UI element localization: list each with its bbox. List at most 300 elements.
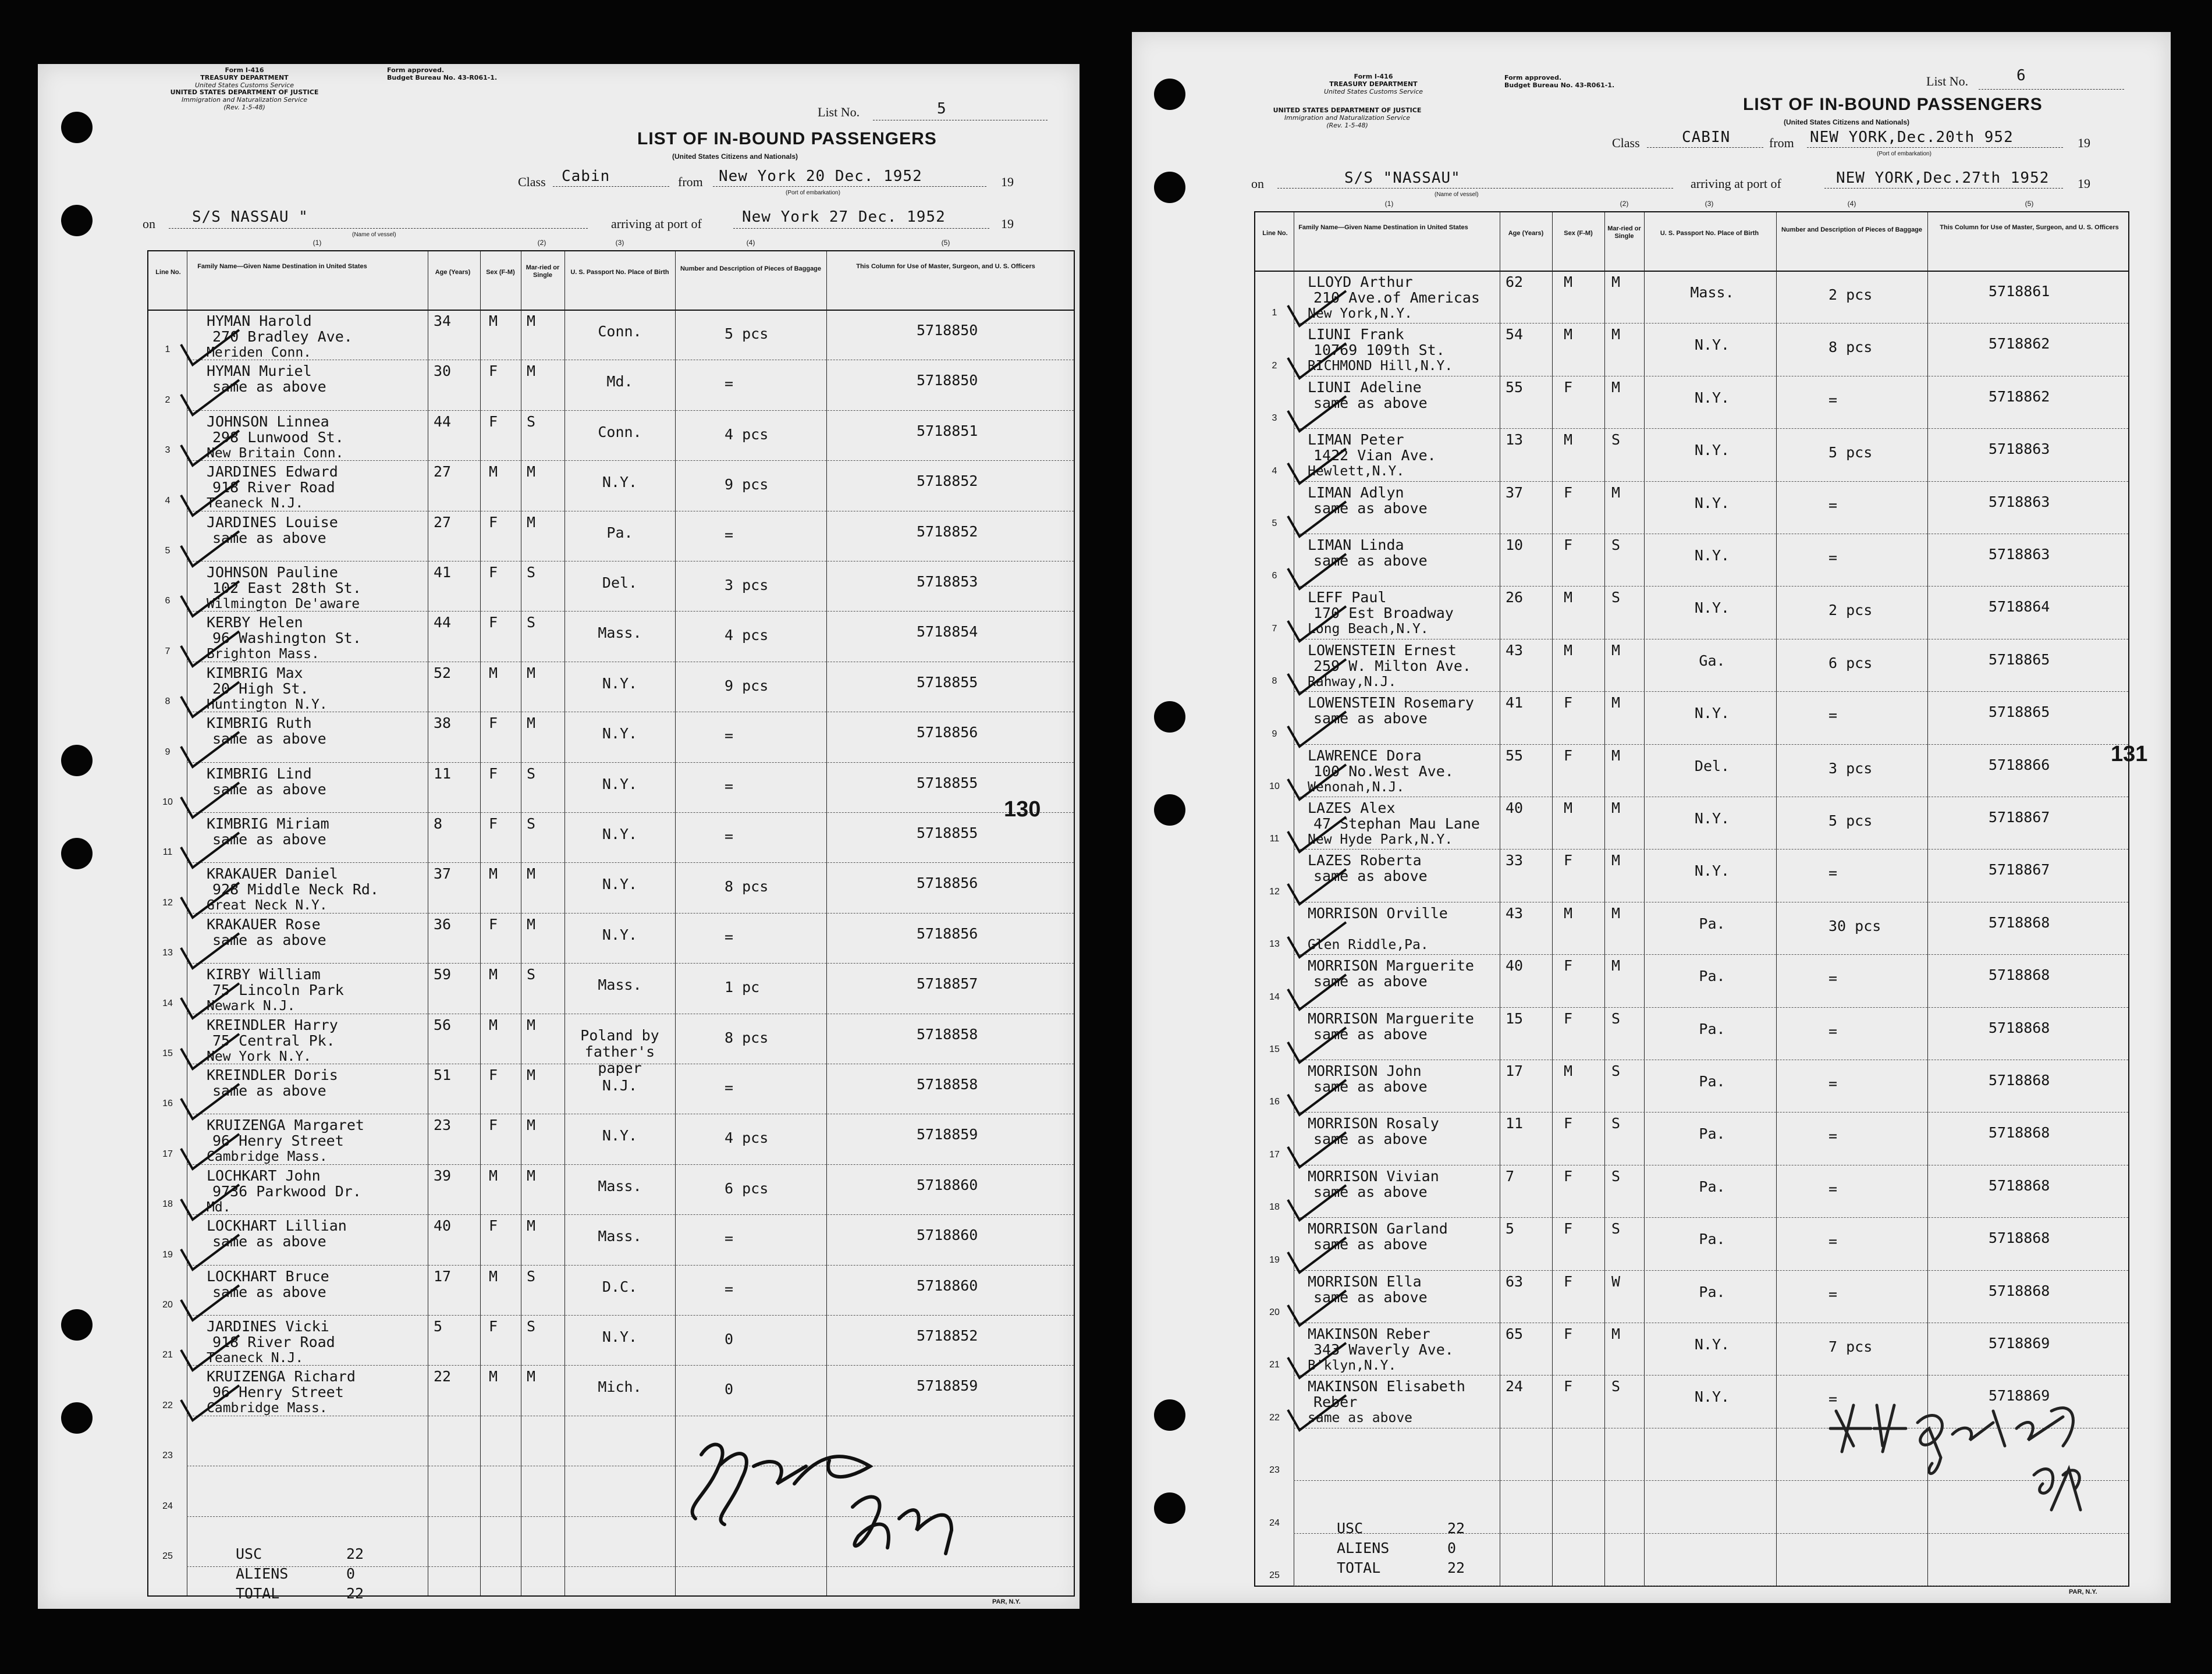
passenger-age: 43: [1506, 641, 1524, 659]
passenger-sex: M: [489, 966, 498, 983]
baggage-count: =: [725, 1230, 734, 1247]
passenger-age: 55: [1506, 378, 1524, 396]
passenger-address: same as above: [1313, 868, 1428, 885]
officer-file-number: 5718868: [1989, 1124, 2050, 1142]
passenger-name: LOWENSTEIN Rosemary: [1308, 694, 1474, 712]
check-mark-icon: [1282, 1288, 1352, 1334]
passenger-address-city: same as above: [1308, 1410, 1413, 1426]
officer-file-number: 5718855: [917, 673, 978, 691]
column-header-married: Mar-ried or Single: [1607, 225, 1641, 240]
passenger-marital-status: S: [527, 413, 536, 430]
passenger-age: 56: [434, 1016, 452, 1033]
passenger-sex: M: [489, 865, 498, 883]
officer-file-number: 5718868: [1989, 966, 2050, 984]
passenger-marital-status: M: [527, 362, 536, 380]
printer-mark: PAR, N.Y.: [992, 1598, 1021, 1605]
check-mark-icon: [1282, 603, 1352, 650]
officer-file-number: 5718858: [917, 1025, 978, 1043]
passenger-birthplace: N.Y.: [1694, 494, 1730, 511]
column-header-age: Age (Years): [435, 269, 471, 276]
check-mark-icon: [175, 327, 245, 374]
port-embarkation-caption: (Port of embarkation): [1877, 151, 1931, 157]
form-number: Form I-416: [225, 66, 264, 74]
passenger-marital-status: S: [1611, 1220, 1621, 1238]
row-rule: [1294, 323, 2128, 324]
passenger-marital-status: S: [1611, 1115, 1621, 1132]
check-mark-icon: [175, 1382, 245, 1429]
passenger-marital-status: S: [527, 1267, 536, 1285]
passenger-sex: M: [1564, 273, 1573, 290]
baggage-count: =: [725, 727, 734, 745]
baggage-count: =: [1828, 970, 1838, 987]
officer-file-number: 5718851: [917, 422, 978, 439]
officer-file-number: 5718860: [917, 1227, 978, 1244]
passenger-address: same as above: [212, 931, 326, 948]
passenger-marital-status: M: [1611, 273, 1621, 290]
passenger-birthplace: N.J.: [602, 1077, 638, 1094]
officer-file-number: 5718868: [1989, 1072, 2050, 1089]
line-number: 18: [162, 1199, 173, 1210]
passenger-address: same as above: [212, 780, 326, 798]
column-header-name: Family Name—Given Name Destination in United States: [1298, 224, 1468, 231]
passenger-age: 59: [434, 966, 452, 983]
passenger-birthplace: Conn.: [598, 323, 642, 340]
passenger-marital-status: M: [527, 1117, 536, 1134]
passenger-sex: M: [1564, 326, 1573, 343]
passenger-sex: F: [1564, 1273, 1573, 1290]
total-label: USC: [1337, 1520, 1364, 1537]
passenger-address: 9736 Parkwood Dr.: [212, 1182, 361, 1200]
total-label: USC: [236, 1545, 262, 1562]
row-rule: [187, 1365, 1074, 1366]
passenger-address: same as above: [212, 1283, 326, 1300]
line-number: 4: [165, 495, 171, 506]
check-mark-icon: [1282, 551, 1352, 598]
passenger-name: HYMAN Harold: [207, 312, 312, 329]
check-mark-icon: [1282, 656, 1352, 703]
line-number: 21: [162, 1350, 173, 1360]
officer-file-number: 5718850: [917, 322, 978, 339]
line-number: 17: [1269, 1149, 1280, 1160]
passenger-marital-status: M: [527, 1067, 536, 1083]
column-rule: [826, 251, 827, 1595]
row-rule: [1294, 1375, 2128, 1376]
passenger-birthplace: Pa.: [1699, 915, 1725, 932]
passenger-address: 47 Stephan Mau Lane: [1313, 815, 1480, 832]
passenger-sex: F: [1564, 1220, 1573, 1238]
passenger-birthplace: N.Y.: [602, 775, 638, 792]
baggage-count: 4 pcs: [725, 627, 769, 644]
passenger-birthplace: Poland by father's paper: [580, 1026, 659, 1076]
passenger-age: 39: [434, 1167, 452, 1184]
line-number: 14: [1269, 991, 1280, 1002]
baggage-count: 6 pcs: [1828, 654, 1873, 671]
check-mark-icon: [1282, 1182, 1352, 1229]
passenger-address-city: New Britain Conn.: [207, 445, 344, 461]
baggage-count: =: [725, 1280, 734, 1298]
line-number: 24: [162, 1501, 173, 1511]
line-number: 18: [1269, 1202, 1280, 1213]
check-mark-icon: [175, 729, 245, 776]
doj-block: [148, 88, 340, 111]
passenger-address: 75 Lincoln Park: [212, 982, 344, 999]
column-rule: [675, 251, 676, 1595]
officer-file-number: 5718859: [917, 1126, 978, 1143]
passenger-marital-status: M: [1611, 747, 1621, 764]
column-header-age: Age (Years): [1508, 230, 1544, 237]
revision: (Rev. 1-5-48): [1326, 122, 1368, 129]
column-header-passport: U. S. Passport No. Place of Birth: [1660, 230, 1759, 237]
column-number: (5): [2025, 200, 2034, 208]
passenger-age: 62: [1506, 273, 1524, 290]
column-rule: [1776, 212, 1777, 1586]
passenger-marital-status: S: [1611, 536, 1621, 553]
underline: [553, 186, 669, 187]
list-no-label: List No.: [1926, 74, 1969, 88]
row-rule: [1294, 1007, 2128, 1008]
total-label: ALIENS: [236, 1565, 289, 1582]
passenger-marital-status: M: [1611, 694, 1621, 712]
passenger-name: KIMBRIG Lind: [207, 765, 312, 782]
baggage-count: =: [1828, 1022, 1838, 1040]
baggage-count: 2 pcs: [1828, 602, 1873, 619]
passenger-name: LAZES Alex: [1308, 799, 1396, 816]
passenger-sex: M: [1564, 904, 1573, 922]
passenger-address-city: New York N.Y.: [207, 1049, 312, 1064]
passenger-name: MORRISON Garland: [1308, 1220, 1448, 1238]
punch-hole: [61, 745, 93, 776]
column-number: (4): [1847, 200, 1856, 208]
passenger-age: 34: [434, 312, 452, 329]
passenger-address: 210 Ave.of Americas: [1313, 289, 1480, 306]
passenger-age: 5: [1506, 1220, 1515, 1238]
baggage-count: =: [1828, 1075, 1838, 1092]
baggage-count: =: [1828, 1180, 1838, 1197]
form-approved: Form approved.: [387, 66, 445, 74]
passenger-name: KIMBRIG Miriam: [207, 815, 329, 832]
row-rule: [1294, 481, 2128, 482]
officer-file-number: 5718865: [1989, 703, 2050, 721]
officer-file-number: 5718853: [917, 573, 978, 590]
passenger-sex: F: [489, 915, 498, 933]
treasury-dept: TREASURY DEPARTMENT: [1329, 80, 1418, 88]
class-label: Class: [518, 175, 546, 189]
column-header-line: Line No.: [1262, 230, 1288, 237]
line-number: 19: [1269, 1254, 1280, 1265]
column-number: (3): [615, 239, 624, 247]
passenger-table: [1254, 200, 2129, 1587]
row-rule: [1294, 691, 2128, 692]
passenger-address: 259 W. Milton Ave.: [1313, 657, 1471, 674]
passenger-name: HYMAN Muriel: [207, 362, 312, 380]
passenger-name: JOHNSON Pauline: [207, 564, 338, 581]
column-header-sex: Sex (F-M): [486, 269, 515, 276]
passenger-address: 10769 109th St.: [1313, 342, 1445, 359]
baggage-count: =: [1828, 496, 1838, 514]
passenger-address: same as above: [1313, 1183, 1428, 1200]
check-mark-icon: [1282, 1129, 1352, 1176]
line-number: 13: [162, 948, 173, 958]
check-mark-icon: [1282, 1025, 1352, 1071]
passenger-age: 37: [434, 865, 452, 883]
punch-hole: [61, 205, 93, 236]
table-header-band: [1255, 212, 2128, 272]
row-rule: [1294, 954, 2128, 955]
passenger-age: 37: [1506, 484, 1524, 501]
passenger-sex: F: [1564, 957, 1573, 975]
line-number: 20: [162, 1300, 173, 1310]
year-label-2: 19: [2078, 176, 2090, 191]
line-number: 24: [1269, 1517, 1280, 1528]
passenger-name: LAZES Roberta: [1308, 852, 1422, 869]
form-approved: Form approved.: [1504, 74, 1562, 81]
passenger-address: 96 Henry Street: [212, 1132, 344, 1150]
underline: [1979, 89, 2124, 90]
officer-file-number: 5718867: [1989, 861, 2050, 879]
passenger-address: same as above: [212, 378, 326, 396]
baggage-count: 5 pcs: [1828, 444, 1873, 461]
form-number: Form I-416: [1354, 73, 1393, 80]
column-number: (5): [941, 239, 950, 247]
passenger-birthplace: N.Y.: [1694, 336, 1730, 354]
punch-hole: [1154, 701, 1185, 733]
baggage-count: =: [725, 1079, 734, 1096]
check-mark-icon: [175, 528, 245, 575]
line-number: 11: [1269, 834, 1280, 844]
passenger-name: LIMAN Adlyn: [1308, 484, 1404, 501]
passenger-address: 96 Henry Street: [212, 1384, 344, 1401]
line-number: 16: [1269, 1097, 1280, 1107]
passenger-sex: M: [489, 463, 498, 481]
passenger-marital-status: M: [527, 1217, 536, 1235]
passenger-address: same as above: [1313, 394, 1428, 411]
passenger-marital-status: M: [1611, 1325, 1621, 1342]
passenger-marital-status: M: [527, 1016, 536, 1033]
line-number: 22: [1269, 1412, 1280, 1423]
total-value: 22: [346, 1545, 364, 1562]
passenger-address: 928 Middle Neck Rd.: [212, 881, 379, 898]
passenger-address-city: Md.: [207, 1199, 231, 1215]
check-mark-icon: [1282, 446, 1352, 492]
on-label: on: [143, 216, 155, 231]
line-number: 14: [162, 998, 173, 1008]
passenger-birthplace: N.Y.: [602, 926, 638, 943]
form-title: LIST OF IN-BOUND PASSENGERS: [1743, 95, 2043, 114]
doj-title: UNITED STATES DEPARTMENT OF JUSTICE: [1273, 106, 1422, 114]
baggage-count: 6 pcs: [725, 1179, 769, 1197]
line-number: 3: [165, 445, 171, 456]
check-mark-icon: [175, 578, 245, 625]
passenger-age: 33: [1506, 852, 1524, 869]
year-label: 19: [1001, 175, 1014, 189]
passenger-age: 10: [1506, 536, 1524, 553]
passenger-birthplace: N.Y.: [1694, 810, 1730, 827]
passenger-age: 63: [1506, 1273, 1524, 1290]
passenger-name: KREINDLER Harry: [207, 1016, 338, 1033]
passenger-birthplace: N.Y.: [1694, 862, 1730, 880]
passenger-address-city: Teaneck N.J.: [207, 1350, 304, 1366]
underline: [1824, 188, 2063, 189]
passenger-name: LAWRENCE Dora: [1308, 747, 1422, 764]
passenger-address: same as above: [1313, 1025, 1428, 1043]
line-number: 6: [1272, 571, 1277, 581]
passenger-name: JARDINES Louise: [207, 513, 338, 531]
officer-file-number: 5718863: [1989, 493, 2050, 510]
line-number: 12: [162, 897, 173, 908]
passenger-address-city: Cambridge Mass.: [207, 1149, 328, 1165]
officer-file-number: 5718852: [917, 1327, 978, 1344]
officer-file-number: 5718850: [917, 372, 978, 389]
check-mark-icon: [1282, 288, 1352, 335]
passenger-marital-status: M: [527, 915, 536, 933]
passenger-marital-status: S: [527, 1318, 536, 1335]
officer-file-number: 5718868: [1989, 1229, 2050, 1247]
passenger-address-city: Huntington N.Y.: [207, 696, 328, 712]
passenger-marital-status: S: [527, 815, 536, 832]
passenger-marital-status: S: [1611, 1062, 1621, 1079]
passenger-name: MORRISON Rosaly: [1308, 1115, 1439, 1132]
line-number: 6: [165, 596, 171, 606]
row-rule: [1294, 1533, 2128, 1534]
row-rule: [187, 1265, 1074, 1266]
passenger-address-city: Great Neck N.Y.: [207, 898, 328, 914]
form-id-block: [1324, 73, 1423, 95]
doj-title: UNITED STATES DEPARTMENT OF JUSTICE: [170, 88, 319, 96]
passenger-age: 40: [434, 1217, 452, 1235]
passenger-marital-status: S: [1611, 1010, 1621, 1027]
total-label: TOTAL: [1337, 1559, 1381, 1576]
passenger-address: 918 River Road: [212, 1334, 335, 1350]
baggage-count: 0: [725, 1381, 734, 1398]
passenger-birthplace: Pa.: [1699, 1020, 1725, 1037]
officer-file-number: 5718866: [1989, 756, 2050, 773]
baggage-count: =: [1828, 865, 1838, 882]
passenger-name: KRUIZENGA Richard: [207, 1368, 356, 1385]
baggage-count: =: [1828, 391, 1838, 408]
column-number: (1): [313, 239, 322, 247]
column-number: (3): [1705, 200, 1714, 208]
baggage-count: 3 pcs: [725, 577, 769, 593]
check-mark-icon: [175, 628, 245, 675]
passenger-birthplace: Md.: [606, 373, 633, 390]
passenger-sex: F: [489, 614, 498, 631]
line-number: 23: [1269, 1465, 1280, 1476]
passenger-address-city: Long Beach,N.Y.: [1308, 621, 1429, 637]
line-number: 15: [1269, 1044, 1280, 1054]
passenger-birthplace: Mass.: [598, 1228, 642, 1245]
ins-title: Immigration and Naturalization Service: [1284, 114, 1411, 122]
passenger-name: MORRISON Ella: [1308, 1273, 1422, 1290]
passenger-age: 30: [434, 362, 452, 380]
passenger-birthplace: Mass.: [598, 624, 642, 642]
passenger-name: KERBY Helen: [207, 614, 303, 631]
passenger-sex: F: [489, 362, 498, 380]
line-number: 25: [1269, 1570, 1280, 1580]
passenger-birthplace: Pa.: [1699, 1125, 1725, 1143]
passenger-name: KRAKAUER Daniel: [207, 865, 338, 883]
passenger-age: 44: [434, 413, 452, 430]
passenger-birthplace: Mass.: [1690, 284, 1734, 301]
line-number: 9: [1272, 728, 1277, 739]
form-subtitle: (United States Citizens and Nationals): [1784, 118, 1910, 126]
check-mark-icon: [1282, 499, 1352, 545]
passenger-birthplace: Pa.: [606, 524, 633, 541]
check-mark-icon: [1282, 340, 1352, 387]
row-rule: [1294, 586, 2128, 587]
column-header-line: Line No.: [155, 269, 181, 276]
passenger-name: LOCKHART Lillian: [207, 1217, 347, 1235]
passenger-marital-status: M: [527, 312, 536, 329]
officer-file-number: 5718864: [1989, 598, 2050, 616]
check-mark-icon: [1282, 1077, 1352, 1124]
check-mark-icon: [175, 377, 245, 424]
passenger-birthplace: N.Y.: [602, 876, 638, 893]
officer-file-number: 5718867: [1989, 809, 2050, 826]
passenger-birthplace: N.Y.: [1694, 705, 1730, 722]
passenger-name: JARDINES Edward: [207, 463, 338, 481]
officer-file-number: 5718859: [917, 1377, 978, 1395]
check-mark-icon: [175, 1131, 245, 1178]
passenger-age: 22: [434, 1368, 452, 1385]
passenger-name: MORRISON Marguerite: [1308, 1010, 1474, 1027]
list-no-value: 6: [2016, 67, 2026, 84]
passenger-sex: F: [489, 1067, 498, 1083]
embarkation-value: NEW YORK,Dec.20th 952: [1810, 129, 2014, 146]
column-header-baggage: Number and Description of Pieces of Baggage: [680, 265, 822, 272]
passenger-address: 1422 Vian Ave.: [1313, 447, 1436, 464]
row-rule: [187, 1214, 1074, 1215]
passenger-sex: F: [1564, 1115, 1573, 1132]
total-value: 22: [1447, 1559, 1465, 1576]
passenger-sex: M: [489, 312, 498, 329]
passenger-address: 100 No.West Ave.: [1313, 762, 1454, 780]
officer-file-number: 5718855: [917, 824, 978, 841]
underline: [1807, 147, 2063, 148]
baggage-count: =: [725, 777, 734, 795]
passenger-birthplace: N.Y.: [602, 1127, 638, 1145]
passenger-sex: M: [489, 1368, 498, 1385]
passenger-address: same as above: [1313, 1131, 1428, 1148]
passenger-name: LIUNI Adeline: [1308, 378, 1422, 396]
line-number: 10: [1269, 781, 1280, 791]
passenger-name: KIRBY William: [207, 966, 321, 983]
passenger-address-city: Teaneck N.J.: [207, 496, 304, 511]
passenger-sex: F: [1564, 852, 1573, 869]
officer-file-number: 5718852: [917, 472, 978, 490]
passenger-birthplace: D.C.: [602, 1278, 638, 1295]
total-value: 0: [346, 1565, 356, 1582]
column-rule: [1604, 212, 1605, 1586]
check-mark-icon: [175, 880, 245, 926]
line-number: 23: [162, 1451, 173, 1461]
passenger-birthplace: N.Y.: [1694, 599, 1730, 617]
passenger-birthplace: Mass.: [598, 976, 642, 994]
passenger-sex: M: [489, 664, 498, 681]
officer-file-number: 5718863: [1989, 440, 2050, 458]
officer-file-number: 5718856: [917, 875, 978, 892]
passenger-name: MORRISON Marguerite: [1308, 957, 1474, 975]
baggage-count: =: [1828, 1128, 1838, 1145]
underline: [1647, 147, 1763, 148]
column-header-baggage: Number and Description of Pieces of Baggage: [1781, 226, 1923, 233]
list-no-value: 5: [937, 100, 947, 118]
officer-file-number: 5718869: [1989, 1387, 2050, 1405]
officer-file-number: 5718860: [917, 1176, 978, 1193]
passenger-birthplace: Mich.: [598, 1378, 642, 1396]
passenger-marital-status: M: [1611, 326, 1621, 343]
passenger-sex: F: [1564, 536, 1573, 553]
passenger-address: Reber: [1313, 1394, 1358, 1411]
